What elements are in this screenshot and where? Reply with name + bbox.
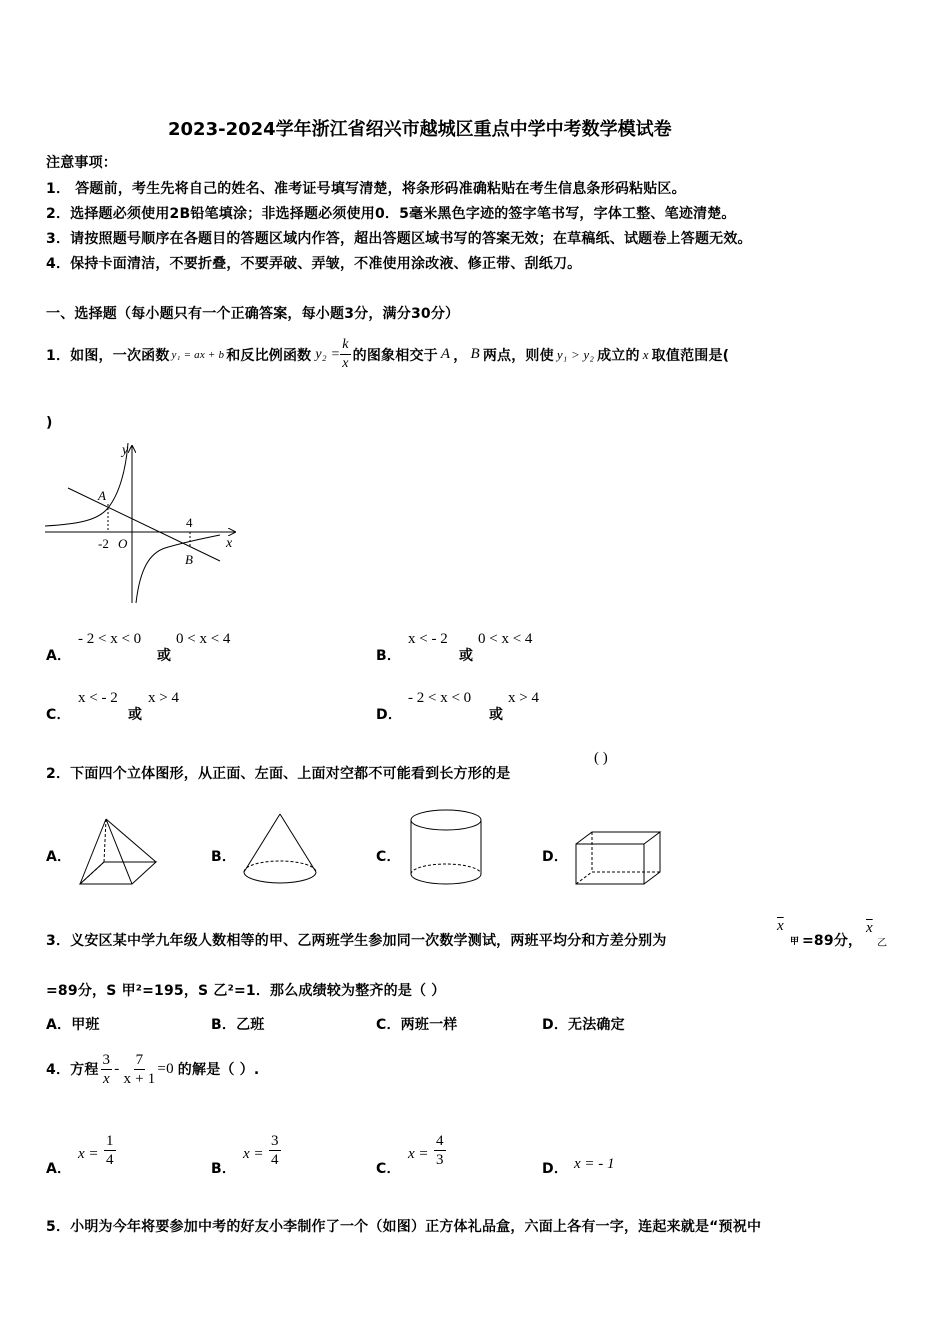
q1-frac-num: k: [340, 336, 350, 355]
q1-close-paren: ): [46, 415, 53, 431]
q3-sub-jia: 甲: [790, 937, 800, 947]
q2-answer-paren: ( ): [594, 750, 608, 766]
q4-frac1-den: x: [102, 1070, 110, 1087]
q1-option-b-range-1: x < - 2: [408, 631, 448, 647]
q4-option-c-letter[interactable]: C．: [376, 1161, 401, 1177]
q4-option-b-fraction: [269, 1132, 281, 1169]
q2-option-d-letter[interactable]: D．: [542, 849, 569, 865]
q1-text-1: 1．如图，一次函数: [46, 347, 170, 364]
x-axis-label: x: [226, 536, 233, 551]
q1-option-d-letter[interactable]: D．: [376, 707, 403, 723]
q1-text-2: 和反比例函数: [226, 347, 312, 364]
section-heading: 一、选择题（每小题只有一个正确答案，每小题3分，满分30分）: [46, 306, 460, 322]
q1-y2: y₂ =: [315, 346, 341, 362]
q3-option-d[interactable]: D．无法确定: [542, 1017, 625, 1033]
q2-option-a-letter[interactable]: A．: [46, 849, 72, 865]
q4-text-2: 的解是（ ）.: [177, 1062, 260, 1078]
point-a-label: A: [98, 488, 106, 503]
q4-frac1-num: 3: [102, 1051, 111, 1068]
notice-item-3: 3．请按照题号顺序在各题目的答题区域内作答，超出答题区域书写的答案无效；在草稿纸、试题卷上答题无效。: [46, 231, 752, 247]
q1-frac-den: x: [342, 356, 349, 371]
q1-option-d-range-1: - 2 < x < 0: [408, 690, 472, 706]
cylinder-figure: [406, 806, 486, 890]
q1-x-var: x: [642, 346, 649, 362]
q3-option-a[interactable]: A．甲班: [46, 1017, 100, 1033]
cone-figure: [240, 810, 320, 888]
q2-option-c-letter[interactable]: C．: [376, 849, 401, 865]
q4-text-1: 4．方程: [46, 1062, 99, 1078]
q1-text-5: 成立的: [597, 347, 640, 364]
q1-option-d-or: 或: [489, 707, 504, 723]
q1-option-c-range-1: x < - 2: [78, 690, 118, 706]
q4-frac2-den: x + 1: [123, 1070, 156, 1087]
notice-heading: 注意事项：: [46, 155, 117, 171]
q3-xbar-yi: $\overline{x}$: [866, 920, 873, 936]
q4-option-d-letter[interactable]: D．: [542, 1161, 569, 1177]
q1-option-a-range-1: - 2 < x < 0: [78, 631, 142, 647]
q3-xbar-jia: $\overline{x}$: [777, 918, 784, 934]
question-5: 5．小明为今年将要参加中考的好友小李制作了一个（如图）正方体礼品盒，六面上各有一字，连起来就是“预祝中: [46, 1219, 762, 1235]
tick-label-neg2: -2: [98, 536, 109, 551]
q1-text-3: 的图象相交于: [352, 347, 438, 364]
q4-option-a-fraction: [104, 1132, 116, 1169]
q4-option-d-value: x = - 1: [574, 1156, 615, 1172]
q4-equals-zero: =0: [157, 1060, 174, 1077]
q1-option-b-letter[interactable]: B．: [376, 648, 402, 664]
q1-text-6: 取值范围是(: [651, 347, 730, 364]
q1-option-c-or: 或: [128, 707, 143, 723]
q3-sub-yi: 乙: [877, 938, 888, 949]
hyperbola-branch-left: [45, 443, 128, 526]
q4-option-c-den: 3: [436, 1152, 444, 1168]
q4-fraction-1: [101, 1051, 113, 1088]
y-axis-label: y: [122, 443, 129, 458]
q4-option-a-num: 1: [106, 1133, 114, 1149]
q3-eq-89-a: =89分，: [802, 933, 863, 949]
tick-label-4: 4: [186, 515, 193, 530]
q1-option-a-or: 或: [157, 648, 172, 664]
q1-option-b-range-2: 0 < x < 4: [478, 631, 533, 647]
cuboid-figure: [572, 828, 664, 888]
question-3-line-2: =89分，S 甲²=195，S 乙²=1．那么成绩较为整齐的是（ ）: [46, 983, 446, 999]
q1-option-c-letter[interactable]: C．: [46, 707, 71, 723]
question-1: [46, 336, 729, 373]
pyramid-figure: [76, 814, 160, 888]
q3-option-c[interactable]: C．两班一样: [376, 1017, 458, 1033]
q4-option-b-xeq: x =: [243, 1146, 264, 1162]
q4-option-c-num: 4: [436, 1133, 444, 1149]
origin-label: O: [118, 536, 128, 551]
point-b-label: B: [185, 552, 193, 567]
page-title: 2023-2024学年浙江省绍兴市越城区重点中学中考数学模试卷: [168, 119, 672, 140]
q1-option-c-range-2: x > 4: [148, 690, 179, 706]
notice-item-2: 2．选择题必须使用2B铅笔填涂；非选择题必须使用0．5毫米黑色字迹的签字笔书写，字体工整、笔迹清楚。: [46, 206, 736, 222]
q1-point-a: A: [440, 346, 451, 362]
q1-y1-equation: y₁ = ax + b: [171, 348, 225, 361]
q1-point-b: B: [470, 346, 480, 362]
q1-comma: ，: [453, 347, 468, 364]
q4-option-b-num: 3: [271, 1133, 279, 1149]
q1-k-over-x: [340, 336, 350, 373]
notice-item-1: 1． 答题前，考生先将自己的姓名、准考证号填写清楚，将条形码准确粘贴在考生信息条形码粘贴区。: [46, 181, 686, 197]
question-3-line-1: 3．义安区某中学九年级人数相等的甲、乙两班学生参加同一次数学测试，两班平均分和方差分别为: [46, 933, 667, 949]
q1-inequality: y₁ > y₂: [556, 346, 595, 362]
q4-option-a-den: 4: [106, 1152, 114, 1168]
linear-function-line: [68, 488, 220, 561]
q1-option-a-range-2: 0 < x < 4: [176, 631, 231, 647]
q3-option-b[interactable]: B．乙班: [211, 1017, 265, 1033]
q4-minus: -: [114, 1060, 120, 1077]
q4-frac2-num: 7: [135, 1051, 144, 1068]
q1-text-4: 两点，则使: [482, 347, 554, 364]
q4-fraction-2: [121, 1051, 157, 1088]
hyperbola-branch-right: [136, 535, 220, 603]
q2-option-b-letter[interactable]: B．: [211, 849, 237, 865]
q4-option-b-letter[interactable]: B．: [211, 1161, 237, 1177]
q4-option-a-xeq: x =: [78, 1146, 99, 1162]
q1-option-d-range-2: x > 4: [508, 690, 539, 706]
question-4: [46, 1046, 259, 1092]
q1-option-b-or: 或: [459, 648, 474, 664]
q4-option-c-xeq: x =: [408, 1146, 429, 1162]
q4-option-b-den: 4: [271, 1152, 279, 1168]
q1-option-a-letter[interactable]: A．: [46, 648, 72, 664]
q4-option-c-fraction: [434, 1132, 446, 1169]
notice-item-4: 4．保持卡面清洁，不要折叠，不要弄破、弄皱，不准使用涂改液、修正带、刮纸刀。: [46, 256, 582, 272]
q1-function-graph: [40, 438, 245, 608]
q4-option-a-letter[interactable]: A．: [46, 1161, 72, 1177]
question-2: 2．下面四个立体图形，从正面、左面、上面对空都不可能看到长方形的是: [46, 766, 511, 782]
